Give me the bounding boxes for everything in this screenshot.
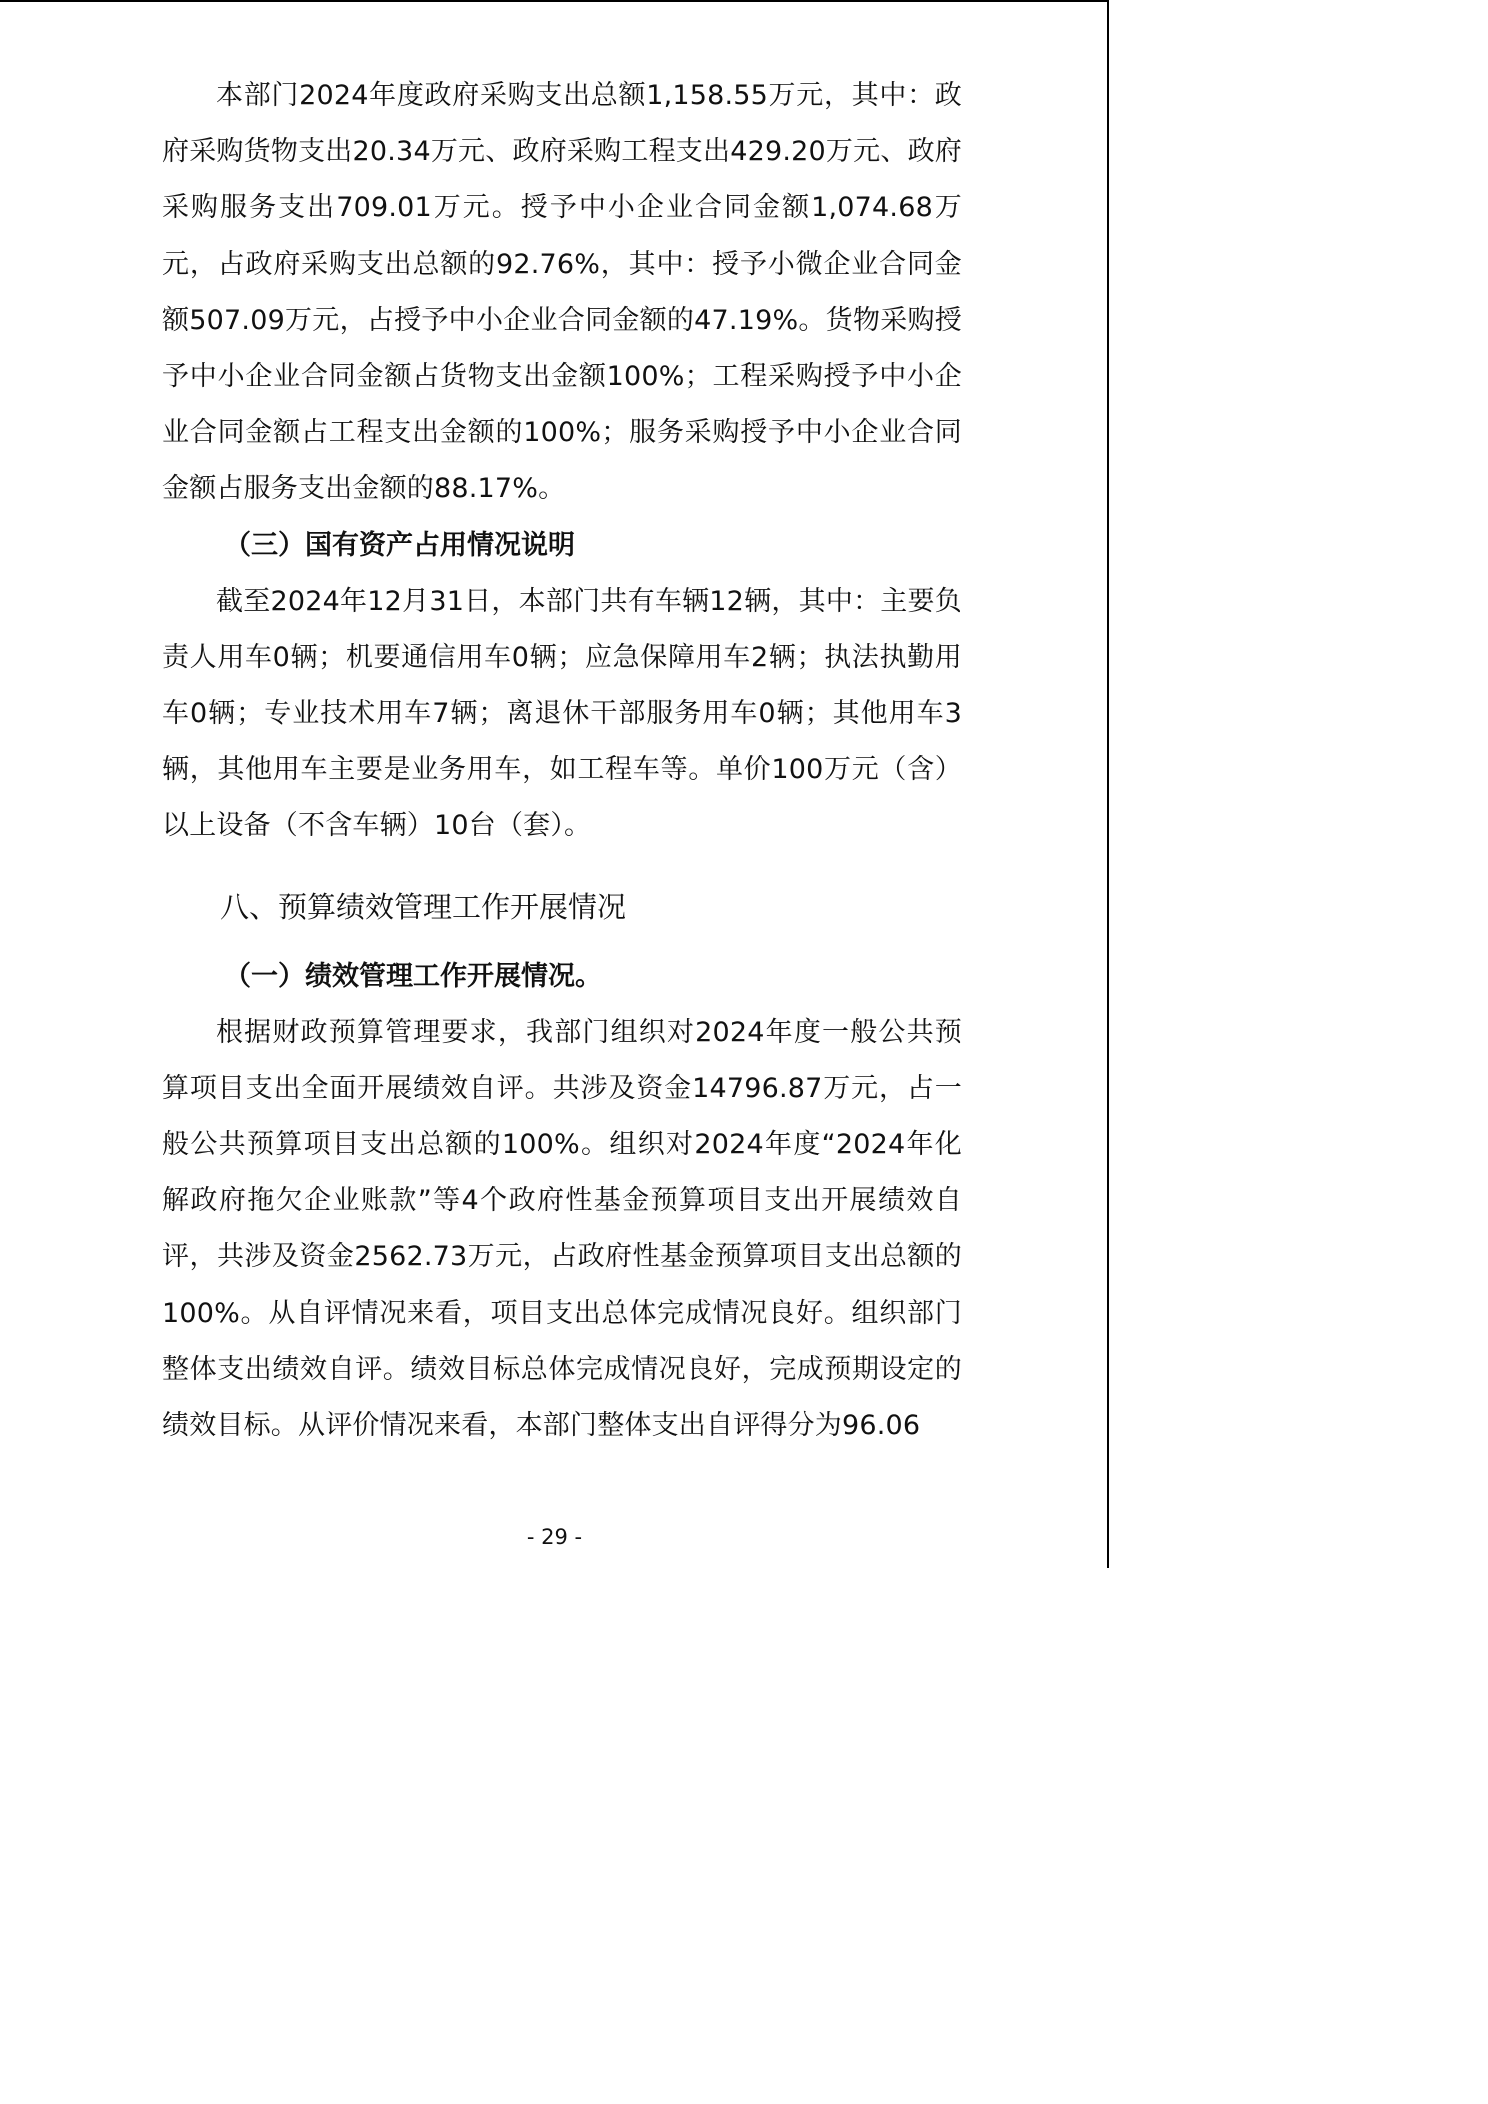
performance-heading: （一）绩效管理工作开展情况。 <box>224 960 602 992</box>
assets-paragraph: 截至2024年12月31日，本部门共有车辆12辆，其中：主要负责人用车0辆；机要通信用车0辆；应急保障用车2辆；执法执勤用车0辆；专业技术用车7辆；离退休干部服务用车0辆；其他用车3辆，其他用车主要是业务用车，如工程车等。单价100万元（含）以上设备（不含车辆）10台（套）。 <box>162 585 962 842</box>
performance-paragraph: 根据财政预算管理要求，我部门组织对2024年度一般公共预算项目支出全面开展绩效自评。共涉及资金14796.87万元，占一般公共预算项目支出总额的100%。组织对2024年度“2024年化解政府拖欠企业账款”等4个政府性基金预算项目支出开展绩效自评，共涉及资金2562.73万元，占政府性基金预算项目支出总额的100%。从自评情况来看，项目支出总体完成情况良好。组织部门整体支出绩效自评。绩效目标总体完成情况良好，完成预期设定的绩效目标。从评价情况来看，本部门整体支出自评得分为96.06 <box>162 1016 962 1442</box>
document-body <box>162 68 962 1454</box>
procurement-paragraph: 本部门2024年度政府采购支出总额1,158.55万元，其中：政府采购货物支出20.34万元、政府采购工程支出429.20万元、政府采购服务支出709.01万元。授予中小企业合同金额1,074.68万元，占政府采购支出总额的92.76%，其中：授予小微企业合同金额507.09万元，占授予中小企业合同金额的47.19%。货物采购授予中小企业合同金额占货物支出金额100%；工程采购授予中小企业合同金额占工程支出金额的100%；服务采购授予中小企业合同金额占服务支出金额的88.17%。 <box>162 80 962 505</box>
page-border-right <box>1107 0 1109 1568</box>
page-border-top <box>0 0 1109 2</box>
assets-heading: （三）国有资产占用情况说明 <box>224 529 575 561</box>
section-8-heading: 八、预算绩效管理工作开展情况 <box>220 889 627 924</box>
page-number: - 29 - <box>526 1525 583 1549</box>
